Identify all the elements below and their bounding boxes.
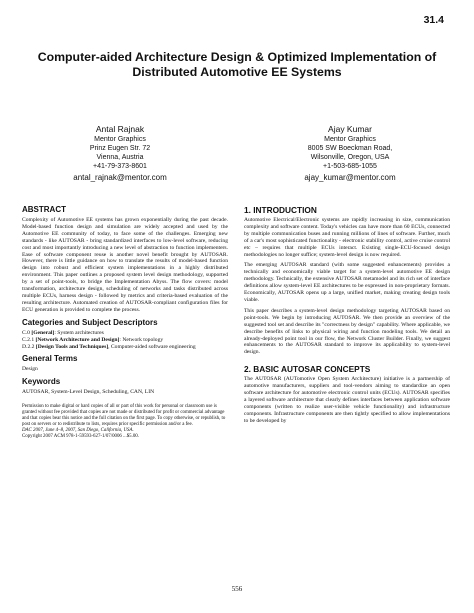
general-terms-heading: General Terms [22, 354, 78, 364]
author-address-city: Vienna, Austria [96, 154, 144, 161]
category-item [22, 337, 228, 344]
general-terms-text: Design [22, 366, 38, 373]
keywords-heading: Keywords [22, 377, 61, 387]
author-address-street: 8005 SW Boeckman Road, [307, 145, 393, 152]
keywords-text: AUTOSAR, System-Level Design, Scheduling, CAN, LIN [22, 389, 155, 396]
author-email[interactable]: ajay_kumar@mentor.com [304, 173, 396, 182]
category-detail: : Network topology [119, 336, 164, 343]
introduction-paragraph-2: The emerging AUTOSAR standard (with some suggested enhancements) provides a technically and economically viable target for a system-level automotive EE design methodology. Technically, the extensive AUTOSAR metamodel and its rich set of interface definitions allow system-level EE architectures to be expressed in non-proprietary formats. Economically, AUTOSAR opens up a large, unified market, making creating design tools viable. [244, 262, 450, 303]
right-column [244, 205, 450, 425]
author-phone: +41-79-373-8601 [93, 163, 147, 170]
session-number: 31.4 [423, 14, 444, 26]
category-item [22, 330, 228, 337]
categories-heading: Categories and Subject Descriptors [22, 317, 158, 327]
permission-notice: Permission to make digital or hard copies of all or part of this work for personal or classroom use is granted without fee provided that copies are not made or distributed for profit or commercial advantage and that copies bear this notice and the full citation on the first page. To copy otherwise, or republish, to post on servers or to redistribute to lists, requires prior specific permission and/or a fee. [22, 404, 226, 427]
conference-info: DAC 2007, June 4–8, 2007, San Diego, California, USA. [22, 427, 134, 433]
left-column [22, 205, 228, 440]
author-address-city: Wilsonville, Oregon, USA [310, 154, 390, 161]
author-block-2 [260, 124, 440, 183]
author-affiliation: Mentor Graphics [324, 136, 376, 143]
abstract-text: Complexity of Automotive EE systems has grown exponentially during the past decade. Model-based function design and simulation are widely accepted and used by the Automotive EE community of today, to face some of the challenges. Emerging new standards - like AUTOSAR - bring standardized interfaces to low-level software, reducing cost and most importantly introducing a new level of abstraction to function implementers. Ease of software component reuse is another novel benefit brought by AUTOSAR. However, there is little guidance on how to translate the results of model-based function design into robust and efficient system implementations in a highly distributed environment. This paper outlines a proposed system level design methodology, supported by a set of point-tools, to bridge the Implementation Abyss. The flow covers: model transformation, architecture design, scheduling of networks and tasks distributed across multiple ECUs, harness design - followed by metrics and criteria-based evaluation of the resulting architecture. Automated creation of AUTOSAR-compliant configuration files for ECU generation is provided to complete the process. [22, 217, 228, 313]
author-affiliation: Mentor Graphics [94, 136, 146, 143]
basic-concepts-heading: 2. BASIC AUTOSAR CONCEPTS [244, 364, 371, 375]
category-name: [General] [31, 329, 55, 336]
author-phone: +1-503-685-1055 [323, 163, 377, 170]
category-detail: , Computer-aided software engineering [108, 343, 196, 350]
author-name: Antal Rajnak [95, 124, 145, 134]
category-code: D.2.2 [22, 343, 35, 350]
category-detail: : System architectures [54, 329, 104, 336]
copyright-notice: Copyright 2007 ACM 978-1-59593-627-1/07/0006 ...$5.00. [22, 433, 139, 439]
category-code: C.2.1 [22, 336, 35, 343]
abstract-heading: ABSTRACT [22, 205, 66, 214]
introduction-paragraph-3: This paper describes a system-level design methodology targeting AUTOSAR based on point-tools. We begin by introducing AUTOSAR. We then provide an overview of the suggested tool set and describe its "correctness by design" capability. Where applicable, we describe benefits of links to physical wiring and function modeling tools. We detail an already-deployed point tool in our flow, the Network Cluster Builder. Finally, we suggest enhancements to the AUTOSAR standard to improve its applicability to system-level design. [244, 307, 450, 356]
author-email[interactable]: antal_rajnak@mentor.com [73, 173, 167, 182]
category-code: C.0 [22, 329, 30, 336]
paper-title: Computer-aided Architecture Design & Optimized Implementation of Distributed Automotive EE Systems [37, 50, 437, 79]
category-item [22, 344, 228, 351]
category-name: [Design Tools and Techniques] [35, 343, 109, 350]
author-block-1 [30, 124, 210, 183]
introduction-heading: 1. INTRODUCTION [244, 205, 317, 215]
basic-concepts-paragraph-1: The AUTOSAR (AUTomotive Open System Architecture) initiative is a partnership of automotive manufacturers, suppliers and tool-vendors aiming to standardize an open software architecture for automotive electronic control units (ECUs). AUTOSAR specifies a layered software architecture that clearly defines interfaces between application software components (written to realize user-visible vehicle functionality) and infrastructure components. Infrastructure components are then tightly specified to allow implementations to be developed by [244, 376, 450, 424]
category-name: [Network Architecture and Design] [35, 336, 120, 343]
introduction-paragraph-1: Automotive Electrical/Electronic systems are rapidly increasing in size, communication complexity and software content. Today's vehicles can have more than 60 ECUs, connected by multiple communication buses and running millions of lines of software. Further, much of a car's most sophisticated functionality - electronic stability control, active cruise control etc – requires that multiple ECUs interact. Existing single-ECU-focused design methodologies no longer suffice; system-level design is now required. [244, 217, 450, 258]
page-number: 556 [231, 585, 243, 593]
author-name: Ajay Kumar [328, 124, 372, 134]
author-address-street: Prinz Eugen Str. 72 [89, 145, 151, 152]
